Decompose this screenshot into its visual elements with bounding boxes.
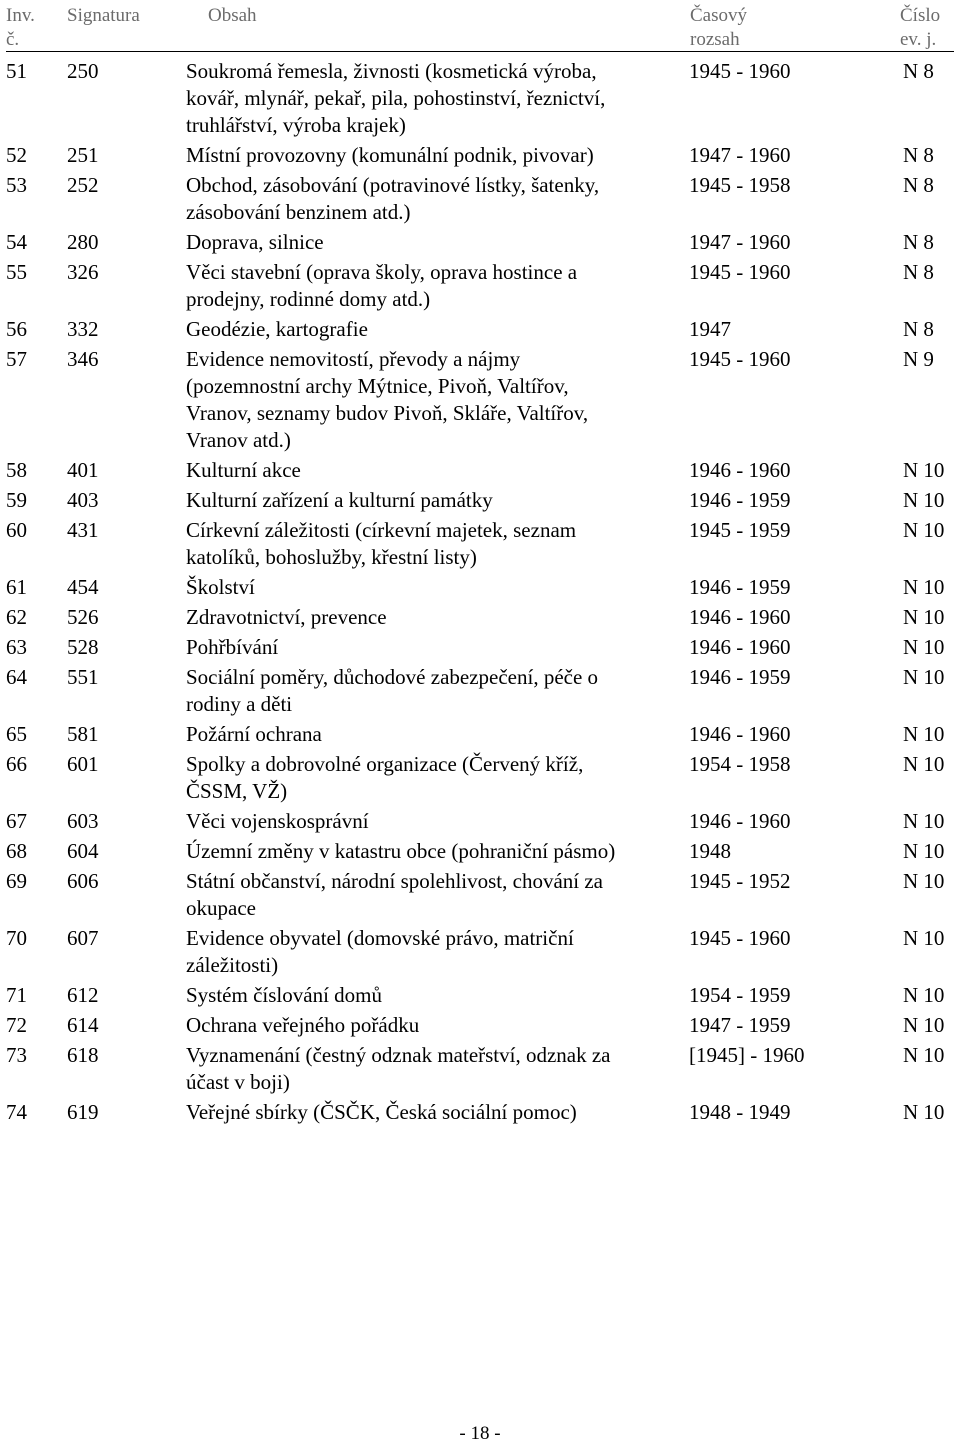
cell-casovy-rozsah: 1946 - 1960 (689, 635, 791, 659)
header-cislo-ev-j: Číslo ev. j. (900, 5, 941, 50)
table-row (0, 259, 960, 313)
page-number: - 18 - (459, 1423, 501, 1444)
table-row (0, 58, 960, 139)
cell-obsah: Pohřbívání (186, 635, 279, 659)
cell-casovy-rozsah: 1946 - 1960 (689, 605, 791, 629)
cell-inv: 74 (6, 1100, 27, 1124)
cell-casovy-rozsah: [1945] - 1960 (689, 1043, 805, 1067)
cell-obsah: Státní občanství, národní spolehlivost, chování za okupace (186, 869, 604, 920)
cell-signatura: 604 (67, 839, 99, 863)
table-row (0, 751, 960, 805)
cell-cislo-ev-j: N 10 (903, 869, 945, 893)
cell-inv: 55 (6, 260, 27, 284)
cell-inv: 52 (6, 143, 27, 167)
cell-inv: 60 (6, 518, 27, 542)
cell-cislo-ev-j: N 8 (903, 317, 934, 341)
cell-obsah: Spolky a dobrovolné organizace (Červený kříž, ČSSM, VŽ) (186, 752, 584, 803)
cell-casovy-rozsah: 1946 - 1959 (689, 665, 791, 689)
cell-cislo-ev-j: N 8 (903, 143, 934, 167)
cell-obsah: Místní provozovny (komunální podnik, pivovar) (186, 143, 594, 167)
cell-cislo-ev-j: N 9 (903, 347, 934, 371)
cell-inv: 69 (6, 869, 27, 893)
cell-cislo-ev-j: N 10 (903, 1013, 945, 1037)
cell-cislo-ev-j: N 10 (903, 665, 945, 689)
cell-obsah: Požární ochrana (186, 722, 322, 746)
cell-casovy-rozsah: 1946 - 1960 (689, 722, 791, 746)
cell-cislo-ev-j: N 8 (903, 173, 934, 197)
cell-signatura: 581 (67, 722, 99, 746)
cell-signatura: 431 (67, 518, 99, 542)
table-row (0, 457, 960, 484)
table-row (0, 838, 960, 865)
cell-inv: 63 (6, 635, 27, 659)
cell-inv: 67 (6, 809, 27, 833)
cell-signatura: 601 (67, 752, 99, 776)
inventory-table-body (0, 58, 960, 1129)
cell-cislo-ev-j: N 10 (903, 839, 945, 863)
cell-signatura: 526 (67, 605, 99, 629)
cell-signatura: 612 (67, 983, 99, 1007)
cell-signatura: 618 (67, 1043, 99, 1067)
cell-obsah: Zdravotnictví, prevence (186, 605, 387, 629)
cell-casovy-rozsah: 1945 - 1960 (689, 260, 791, 284)
cell-signatura: 403 (67, 488, 99, 512)
cell-signatura: 606 (67, 869, 99, 893)
cell-inv: 62 (6, 605, 27, 629)
cell-cislo-ev-j: N 10 (903, 752, 945, 776)
cell-cislo-ev-j: N 8 (903, 59, 934, 83)
table-row (0, 868, 960, 922)
header-casovy-rozsah: Časový rozsah (690, 5, 747, 50)
header-obsah: Obsah (208, 5, 257, 26)
cell-inv: 70 (6, 926, 27, 950)
table-row (0, 316, 960, 343)
cell-obsah: Evidence nemovitostí, převody a nájmy (pozemnostní archy Mýtnice, Pivoň, Valtířov, Vranov, seznamy budov Pivoň, Skláře, Valtířov, Vranov atd.) (186, 347, 589, 452)
cell-signatura: 280 (67, 230, 99, 254)
table-row (0, 925, 960, 979)
cell-signatura: 252 (67, 173, 99, 197)
cell-obsah: Ochrana veřejného pořádku (186, 1013, 420, 1037)
table-row (0, 487, 960, 514)
cell-inv: 72 (6, 1013, 27, 1037)
cell-obsah: Územní změny v katastru obce (pohraniční pásmo) (186, 839, 616, 863)
cell-inv: 57 (6, 347, 27, 371)
table-row (0, 982, 960, 1009)
table-row (0, 229, 960, 256)
cell-cislo-ev-j: N 10 (903, 488, 945, 512)
cell-inv: 58 (6, 458, 27, 482)
cell-inv: 68 (6, 839, 27, 863)
cell-cislo-ev-j: N 10 (903, 1043, 945, 1067)
cell-signatura: 251 (67, 143, 99, 167)
table-row (0, 721, 960, 748)
cell-inv: 51 (6, 59, 27, 83)
cell-casovy-rozsah: 1945 - 1952 (689, 869, 791, 893)
cell-obsah: Věci vojenskosprávní (186, 809, 369, 833)
cell-inv: 71 (6, 983, 27, 1007)
cell-obsah: Obchod, zásobování (potravinové lístky, šatenky, zásobování benzinem atd.) (186, 173, 600, 224)
cell-obsah: Doprava, silnice (186, 230, 324, 254)
cell-signatura: 528 (67, 635, 99, 659)
header-signatura: Signatura (67, 5, 140, 26)
cell-obsah: Geodézie, kartografie (186, 317, 368, 341)
cell-obsah: Soukromá řemesla, živnosti (kosmetická výroba, kovář, mlynář, pekař, pila, pohostinství, řeznictví, truhlářství, výroba krajek) (186, 59, 606, 137)
cell-signatura: 607 (67, 926, 99, 950)
cell-obsah: Věci stavební (oprava školy, oprava hostince a prodejny, rodinné domy atd.) (186, 260, 578, 311)
cell-obsah: Církevní záležitosti (církevní majetek, seznam katolíků, bohoslužby, křestní listy) (186, 518, 577, 569)
cell-cislo-ev-j: N 8 (903, 260, 934, 284)
cell-cislo-ev-j: N 10 (903, 518, 945, 542)
cell-inv: 54 (6, 230, 27, 254)
cell-casovy-rozsah: 1947 (689, 317, 731, 341)
cell-casovy-rozsah: 1954 - 1958 (689, 752, 791, 776)
cell-inv: 73 (6, 1043, 27, 1067)
table-row (0, 142, 960, 169)
table-row (0, 1012, 960, 1039)
cell-obsah: Evidence obyvatel (domovské právo, matriční záležitosti) (186, 926, 574, 977)
table-row (0, 346, 960, 454)
cell-casovy-rozsah: 1945 - 1958 (689, 173, 791, 197)
cell-casovy-rozsah: 1945 - 1960 (689, 59, 791, 83)
cell-signatura: 326 (67, 260, 99, 284)
table-row (0, 808, 960, 835)
cell-obsah: Sociální poměry, důchodové zabezpečení, péče o rodiny a děti (186, 665, 599, 716)
cell-obsah: Systém číslování domů (186, 983, 382, 1007)
cell-casovy-rozsah: 1954 - 1959 (689, 983, 791, 1007)
cell-inv: 59 (6, 488, 27, 512)
cell-casovy-rozsah: 1946 - 1959 (689, 488, 791, 512)
cell-inv: 53 (6, 173, 27, 197)
table-header (0, 4, 960, 54)
cell-casovy-rozsah: 1946 - 1960 (689, 458, 791, 482)
cell-signatura: 332 (67, 317, 99, 341)
cell-casovy-rozsah: 1947 - 1959 (689, 1013, 791, 1037)
cell-inv: 61 (6, 575, 27, 599)
cell-signatura: 551 (67, 665, 99, 689)
header-divider (6, 51, 954, 52)
cell-signatura: 454 (67, 575, 99, 599)
table-row (0, 172, 960, 226)
cell-cislo-ev-j: N 10 (903, 983, 945, 1007)
cell-obsah: Školství (186, 575, 255, 599)
cell-cislo-ev-j: N 10 (903, 926, 945, 950)
cell-casovy-rozsah: 1948 - 1949 (689, 1100, 791, 1124)
cell-casovy-rozsah: 1947 - 1960 (689, 230, 791, 254)
cell-cislo-ev-j: N 10 (903, 635, 945, 659)
cell-signatura: 619 (67, 1100, 99, 1124)
cell-casovy-rozsah: 1945 - 1959 (689, 518, 791, 542)
cell-obsah: Kulturní zařízení a kulturní památky (186, 488, 493, 512)
cell-cislo-ev-j: N 10 (903, 809, 945, 833)
table-row (0, 517, 960, 571)
cell-casovy-rozsah: 1948 (689, 839, 731, 863)
table-row (0, 634, 960, 661)
cell-cislo-ev-j: N 10 (903, 722, 945, 746)
table-row (0, 604, 960, 631)
cell-cislo-ev-j: N 10 (903, 1100, 945, 1124)
cell-signatura: 346 (67, 347, 99, 371)
cell-casovy-rozsah: 1945 - 1960 (689, 926, 791, 950)
header-inv: Inv. č. (6, 5, 35, 50)
table-row (0, 574, 960, 601)
cell-signatura: 250 (67, 59, 99, 83)
cell-obsah: Vyznamenání (čestný odznak mateřství, odznak za účast v boji) (186, 1043, 611, 1094)
cell-inv: 56 (6, 317, 27, 341)
cell-inv: 65 (6, 722, 27, 746)
cell-signatura: 603 (67, 809, 99, 833)
cell-cislo-ev-j: N 10 (903, 575, 945, 599)
cell-inv: 64 (6, 665, 27, 689)
table-row (0, 664, 960, 718)
table-row (0, 1042, 960, 1096)
cell-cislo-ev-j: N 8 (903, 230, 934, 254)
cell-obsah: Veřejné sbírky (ČSČK, Česká sociální pomoc) (186, 1100, 577, 1124)
cell-casovy-rozsah: 1946 - 1960 (689, 809, 791, 833)
cell-casovy-rozsah: 1945 - 1960 (689, 347, 791, 371)
cell-casovy-rozsah: 1946 - 1959 (689, 575, 791, 599)
cell-cislo-ev-j: N 10 (903, 458, 945, 482)
cell-obsah: Kulturní akce (186, 458, 301, 482)
cell-inv: 66 (6, 752, 27, 776)
cell-cislo-ev-j: N 10 (903, 605, 945, 629)
cell-signatura: 614 (67, 1013, 99, 1037)
table-row (0, 1099, 960, 1126)
cell-casovy-rozsah: 1947 - 1960 (689, 143, 791, 167)
cell-signatura: 401 (67, 458, 99, 482)
